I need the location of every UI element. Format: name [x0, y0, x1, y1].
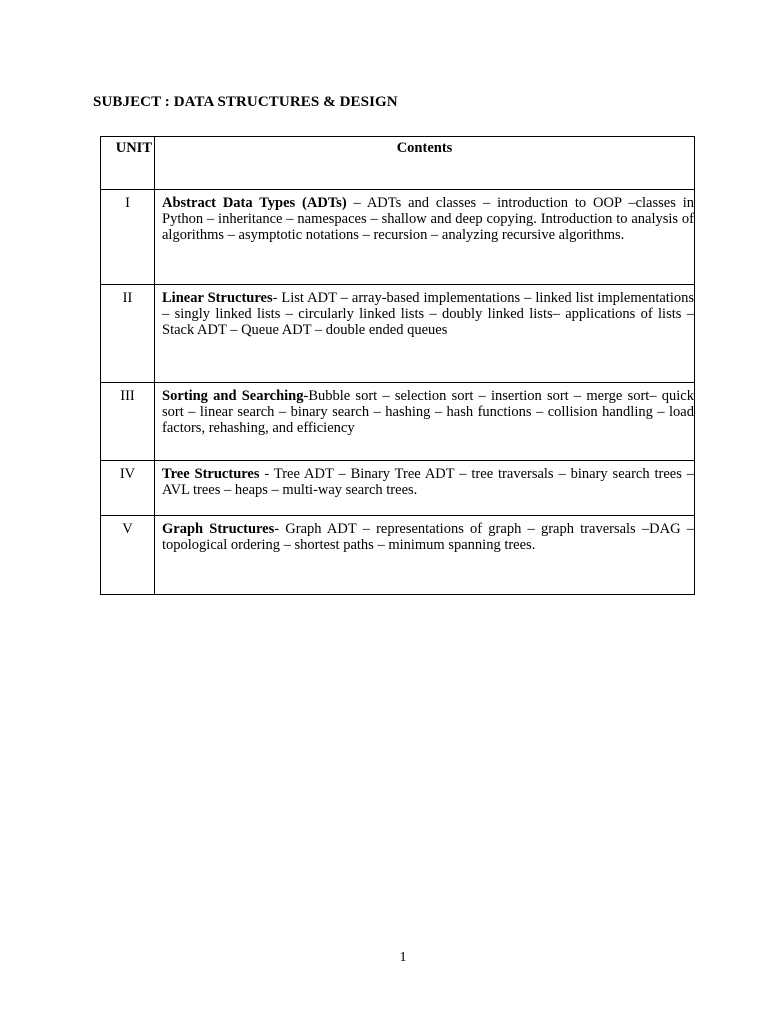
contents-column-header: Contents: [155, 137, 695, 190]
unit-number: IV: [101, 461, 155, 516]
table-row: [101, 285, 695, 383]
unit-title: Graph Structures: [162, 521, 275, 537]
unit-contents: [155, 383, 695, 461]
table-row: [101, 383, 695, 461]
unit-title: Abstract Data Types (ADTs): [162, 195, 347, 211]
unit-number: I: [101, 190, 155, 285]
unit-column-header: UNIT: [101, 137, 155, 190]
unit-description: - Tree ADT – Binary Tree ADT – tree traversals – binary search trees – AVL trees – heaps – multi-way search trees.: [162, 466, 694, 498]
unit-description: - Graph ADT – representations of graph – graph traversals –DAG – topological ordering – shortest paths – minimum spanning trees.: [162, 521, 694, 553]
unit-contents: [155, 285, 695, 383]
unit-description: -Bubble sort – selection sort – insertion sort – merge sort– quick sort – linear search – binary search – hashing – hash functions – collision handling – load factors, rehashing, and efficiency: [162, 388, 694, 436]
table-header-row: [101, 137, 695, 190]
unit-contents: [155, 516, 695, 595]
unit-title: Tree Structures: [162, 466, 260, 482]
unit-number: II: [101, 285, 155, 383]
unit-title: Sorting and Searching: [162, 388, 304, 404]
page-number: 1: [399, 950, 407, 965]
page-title: SUBJECT : DATA STRUCTURES & DESIGN: [93, 94, 398, 110]
syllabus-table: [100, 136, 695, 595]
unit-number: III: [101, 383, 155, 461]
unit-title: Linear Structures: [162, 290, 273, 306]
table-row: [101, 190, 695, 285]
unit-number: V: [101, 516, 155, 595]
unit-description: - List ADT – array-based implementations – linked list implementations – singly linked lists – circularly linked lists – doubly linked lists– applications of lists – Stack ADT – Queue ADT – double ended queues: [162, 290, 694, 338]
unit-contents: [155, 461, 695, 516]
table-row: [101, 516, 695, 595]
unit-description: – ADTs and classes – introduction to OOP –classes in Python – inheritance – namespaces – shallow and deep copying. Introduction to analysis of algorithms – asymptotic notations – recursion – analyzing recursive algorithms.: [162, 195, 694, 243]
table-row: [101, 461, 695, 516]
unit-contents: [155, 190, 695, 285]
